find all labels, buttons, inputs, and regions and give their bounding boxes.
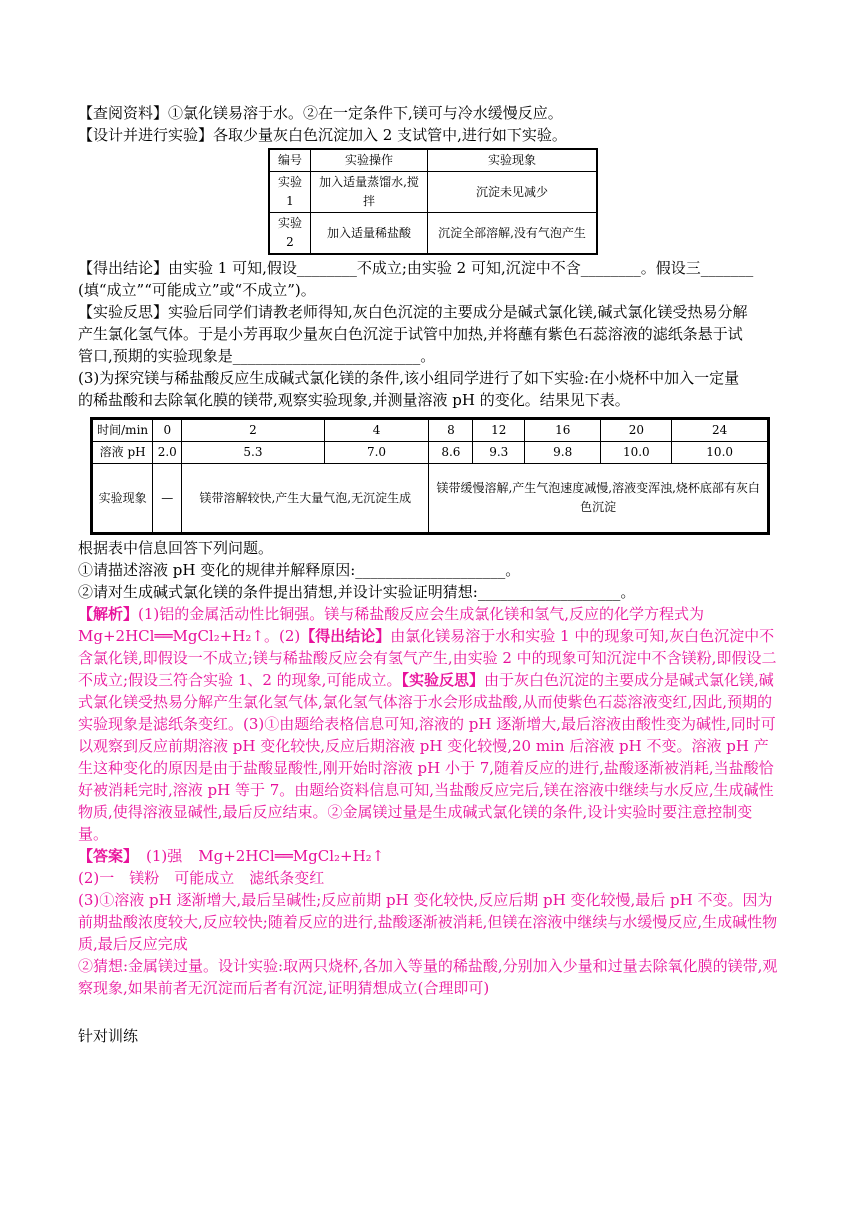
table-cell: 7.0 (324, 442, 429, 464)
table-cell: 24 (672, 419, 769, 442)
table-cell: 9.3 (473, 442, 525, 464)
table-cell: 20 (601, 419, 672, 442)
section-footer: 针对训练 (78, 1027, 139, 1045)
analysis-tag: 【解析】 (78, 605, 139, 623)
reflection-line-1: 【实验反思】实验后同学们请教老师得知,灰白色沉淀的主要成分是碱式氯化镁,碱式氯化镁受热易分解 (78, 303, 748, 321)
table-cell: 2 (182, 419, 324, 442)
conclusion-line-1: 【得出结论】由实验 1 可知,假设________不成立;由实验 2 可知,沉淀中不含________。假设三_______ (78, 259, 754, 277)
analysis-block (78, 603, 778, 845)
answer-prompt: 根据表中信息回答下列问题。 (78, 539, 274, 557)
analysis-tag-reflection: 【实验反思】 (401, 671, 484, 689)
table-cell: 5.3 (182, 442, 324, 464)
answer-text-1: (1)强 (146, 847, 183, 865)
table-cell: 加入适量蒸馏水,搅拌 (311, 172, 428, 213)
table-cell: — (153, 464, 182, 534)
table-header: 溶液 pH (92, 442, 153, 464)
table-header: 实验现象 (428, 149, 598, 172)
table-row (92, 464, 769, 534)
table-cell: 8.6 (429, 442, 473, 464)
table-cell: 实验 1 (269, 172, 311, 213)
table-row (269, 149, 597, 172)
table-header: 实验操作 (311, 149, 428, 172)
table-cell: 0 (153, 419, 182, 442)
question-3-line-2: 的稀盐酸和去除氧化膜的镁带,观察实验现象,并测量溶液 pH 的变化。结果见下表。 (78, 391, 630, 409)
table-cell: 8 (429, 419, 473, 442)
table-cell: 加入适量稀盐酸 (311, 213, 428, 255)
table-cell: 9.8 (525, 442, 601, 464)
reflection-line-3: 管口,预期的实验现象是_________________________。 (78, 347, 436, 365)
answer-tag: 【答案】 (78, 847, 139, 865)
question-2: ②请对生成碱式氯化镁的条件提出猜想,并设计实验证明猜想:___________________。 (78, 583, 636, 601)
table-header: 编号 (269, 149, 311, 172)
answer-line-1 (78, 845, 778, 867)
table-cell: 2.0 (153, 442, 182, 464)
table-cell: 4 (324, 419, 429, 442)
conclusion-line-2: (填“成立”“可能成立”或“不成立”)。 (78, 281, 316, 299)
experiment-table (268, 148, 598, 255)
answer-line-2: (2)一 镁粉 可能成立 滤纸条变红 (78, 869, 325, 887)
table-cell: 10.0 (672, 442, 769, 464)
analysis-text-2: 由氯化镁易溶于水和实验 1 中的现象可知,灰白色沉淀中不含氯化镁,即假设一不成立;镁与稀盐酸反应会有氢气产生,由实验 2 中的现象可知沉淀中不含镁粉,即假设二不成立;假设三符合实验 1、2 的现象,可能成立。 (78, 627, 777, 689)
design-line: 【设计并进行实验】各取少量灰白色沉淀加入 2 支试管中,进行如下实验。 (78, 126, 567, 144)
answer-line-3: (3)①溶液 pH 逐渐增大,最后呈碱性;反应前期 pH 变化较快,反应后期 pH 变化较慢,最后 pH 不变。因为前期盐酸浓度较大,反应较快;随着反应的进行,盐酸逐渐被消耗,但镁在溶液中继续与水缓慢反应,生成碱性物质,最后反应完成 (78, 891, 778, 953)
table-cell: 实验 2 (269, 213, 311, 255)
analysis-tag-conclusion: 【得出结论】 (300, 627, 391, 645)
document-page (78, 102, 778, 1047)
table-cell: 沉淀未见减少 (428, 172, 598, 213)
reference-line: 【查阅资料】①氯化镁易溶于水。②在一定条件下,镁可与冷水缓慢反应。 (78, 104, 563, 122)
table-cell: 镁带溶解较快,产生大量气泡,无沉淀生成 (182, 464, 429, 534)
question-1: ①请描述溶液 pH 变化的规律并解释原因:____________________。 (78, 561, 521, 579)
answer-equation: Mg+2HCl══MgCl₂+H₂↑ (198, 847, 385, 865)
table-row (92, 442, 769, 464)
table-cell: 16 (525, 419, 601, 442)
table-row (269, 213, 597, 255)
table-cell: 10.0 (601, 442, 672, 464)
table-row (92, 419, 769, 442)
table-header: 时间/min (92, 419, 153, 442)
analysis-text-3: 由于灰白色沉淀的主要成分是碱式氯化镁,碱式氯化镁受热易分解产生氯化氢气体,氯化氢气体溶于水会形成盐酸,从而使紫色石蕊溶液变红,因此,预期的实验现象是滤纸条变红。(3)①由题给表格信息可知,溶液的 pH 逐渐增大,最后溶液由酸性变为碱性,同时可以观察到反应前期溶液 pH 变化较快,反应后期溶液 pH 变化较慢,20 min 后溶液 pH 不变。溶液 pH 产生这种变化的原因是由于盐酸显酸性,刚开始时溶液 pH 小于 7,随着反应的进行,盐酸逐渐被消耗,当盐酸恰好被消耗完时,溶液 pH 等于 7。由题给资料信息可知,当盐酸反应完后,镁在溶液中继续与水反应,生成碱性物质,使得溶液显碱性,最后反应结束。②金属镁过量是生成碱式氯化镁的条件,设计实验时要注意控制变量。 (78, 671, 776, 843)
reflection-line-2: 产生氯化氢气体。于是小芳再取少量灰白色沉淀于试管中加热,并将蘸有紫色石蕊溶液的滤纸条悬于试 (78, 325, 743, 343)
ph-table (90, 417, 770, 535)
analysis-text-1: (1)铝的金属活动性比铜强。镁与稀盐酸反应会生成氯化镁和氢气,反应的化学方程式为 Mg+2HCl══MgCl₂+H₂↑。(2) (78, 605, 705, 645)
table-row (269, 172, 597, 213)
question-3-line-1: (3)为探究镁与稀盐酸反应生成碱式氯化镁的条件,该小组同学进行了如下实验:在小烧杯中加入一定量 (78, 369, 740, 387)
table-cell: 沉淀全部溶解,没有气泡产生 (428, 213, 598, 255)
answer-line-4: ②猜想:金属镁过量。设计实验:取两只烧杯,各加入等量的稀盐酸,分别加入少量和过量去除氧化膜的镁带,观察现象,如果前者无沉淀而后者有沉淀,证明猜想成立(合理即可) (78, 957, 778, 997)
table-cell: 镁带缓慢溶解,产生气泡速度减慢,溶液变浑浊,烧杯底部有灰白色沉淀 (429, 464, 769, 534)
table-header: 实验现象 (92, 464, 153, 534)
table-cell: 12 (473, 419, 525, 442)
